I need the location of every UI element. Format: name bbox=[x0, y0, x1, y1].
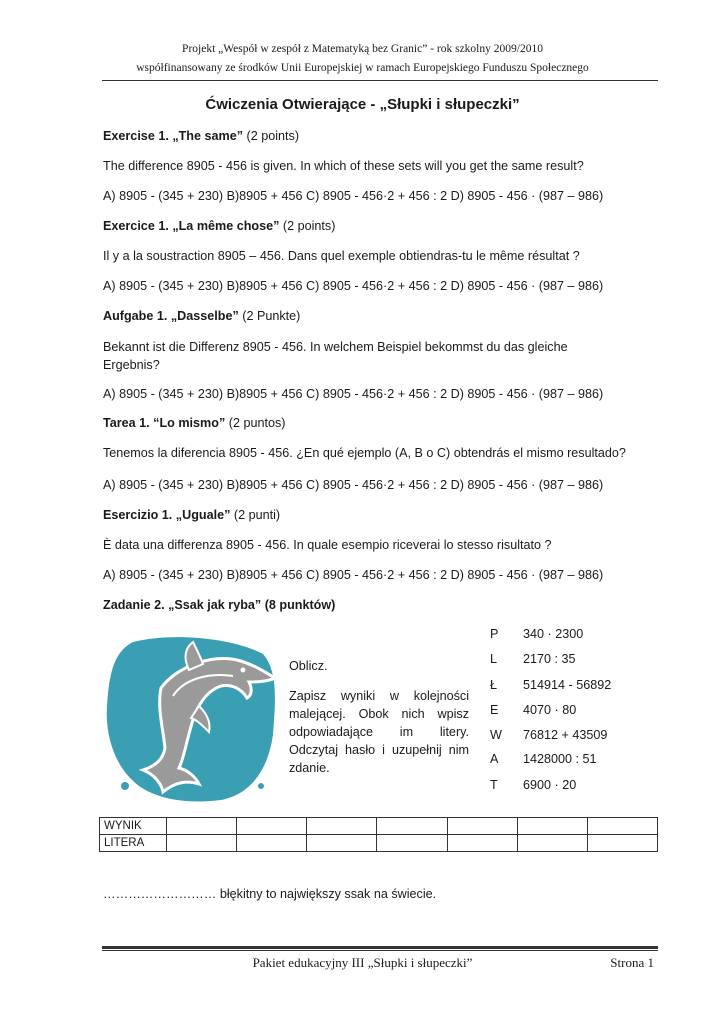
answer-cell[interactable] bbox=[377, 818, 447, 835]
answer-cell[interactable] bbox=[307, 818, 377, 835]
exercise-question-es: Tenemos la diferencia 8905 - 456. ¿En qué ejemplo (A, B o C) obtendrás el mismo resultado? bbox=[103, 446, 626, 460]
row-label: WYNIK bbox=[100, 818, 167, 835]
answer-table bbox=[99, 817, 658, 852]
item-expression: 6900 · 20 bbox=[523, 778, 577, 792]
table-row-litera bbox=[100, 835, 658, 852]
exercise-options-en: A) 8905 - (345 + 230) B)8905 + 456 C) 8905 - 456·2 + 456 : 2 D) 8905 - 456 · (987 – 986) bbox=[103, 189, 604, 203]
page-header bbox=[0, 40, 725, 78]
water-drop bbox=[258, 783, 264, 789]
item-expression: 76812 + 43509 bbox=[523, 728, 608, 742]
item-letter: Ł bbox=[490, 678, 498, 692]
exercise-points: (2 points) bbox=[243, 129, 300, 143]
header-line-1: Projekt „Wespół w zespół z Matematyką bez Granic” - rok szkolny 2009/2010 bbox=[182, 43, 543, 55]
item-letter: E bbox=[490, 703, 499, 717]
exercise-title: Exercise 1. „The same” bbox=[103, 129, 244, 143]
answer-cell[interactable] bbox=[377, 835, 447, 852]
task2-instruction-calc: Oblicz. bbox=[289, 659, 328, 673]
item-letter: T bbox=[490, 778, 498, 792]
item-letter: A bbox=[490, 752, 499, 766]
exercise-question-en: The difference 8905 - 456 is given. In which of these sets will you get the same result? bbox=[103, 159, 584, 173]
exercise-points: (2 Punkte) bbox=[238, 309, 301, 323]
exercise-title: Aufgabe 1. „Dasselbe” bbox=[103, 309, 239, 323]
exercise-title: Tarea 1. “Lo mismo” bbox=[103, 416, 226, 430]
page-title: Ćwiczenia Otwierające - „Słupki i słupeczki” bbox=[205, 96, 520, 113]
exercise-question-de: Bekannt ist die Differenz 8905 - 456. In welchem Beispiel bekommst du das gleiche Ergebnis? bbox=[103, 340, 568, 372]
exercise-heading-en bbox=[103, 127, 659, 145]
answer-cell[interactable] bbox=[517, 818, 587, 835]
exercise-heading-es bbox=[103, 414, 659, 432]
header-line-2: współfinansowany ze środków Unii Europejskiej w ramach Europejskiego Funduszu Społecznego bbox=[136, 62, 589, 74]
answer-cell[interactable] bbox=[167, 835, 237, 852]
answer-cell[interactable] bbox=[587, 818, 657, 835]
answer-cell[interactable] bbox=[587, 835, 657, 852]
fill-in-sentence: ……………………… błękitny to największy ssak na świecie. bbox=[103, 887, 437, 901]
item-letter: W bbox=[490, 728, 502, 742]
water-drop bbox=[121, 782, 129, 790]
answer-cell[interactable] bbox=[167, 818, 237, 835]
page-number: Strona 1 bbox=[610, 955, 654, 970]
dolphin-eye bbox=[241, 668, 246, 673]
exercise-points: (2 points) bbox=[279, 219, 336, 233]
footer-divider-thin bbox=[102, 950, 658, 951]
answer-cell[interactable] bbox=[447, 835, 517, 852]
exercise-title: Esercizio 1. „Uguale” bbox=[103, 508, 231, 522]
task2-instruction-text: Zapisz wyniki w kolejności malejącej. Obok nich wpisz odpowiadające im litery. Odczytaj hasło i uzupełnij nim zdanie. bbox=[289, 689, 469, 775]
dolphin-illustration bbox=[103, 636, 277, 802]
exercise-options-it: A) 8905 - (345 + 230) B)8905 + 456 C) 8905 - 456·2 + 456 : 2 D) 8905 - 456 · (987 – 986) bbox=[103, 568, 604, 582]
exercise-points: (2 punti) bbox=[230, 508, 281, 522]
item-expression: 514914 - 56892 bbox=[523, 678, 612, 692]
header-divider bbox=[102, 80, 658, 81]
exercise-heading-fr bbox=[103, 217, 659, 235]
exercise-question-it: È data una differenza 8905 - 456. In quale esempio riceverai lo stesso risultato ? bbox=[103, 538, 552, 552]
exercise-heading-de bbox=[103, 307, 659, 325]
exercise-options-es: A) 8905 - (345 + 230) B)8905 + 456 C) 8905 - 456·2 + 456 : 2 D) 8905 - 456 · (987 – 986) bbox=[103, 478, 604, 492]
item-expression: 4070 · 80 bbox=[523, 703, 577, 717]
item-expression: 1428000 : 51 bbox=[523, 752, 597, 766]
answer-cell[interactable] bbox=[447, 818, 517, 835]
exercise-title: Exercice 1. „La même chose” bbox=[103, 219, 280, 233]
item-letter: L bbox=[490, 652, 498, 666]
item-expression: 340 · 2300 bbox=[523, 627, 584, 641]
exercise-question-fr: Il y a la soustraction 8905 – 456. Dans quel exemple obtiendras-tu le même résultat ? bbox=[103, 249, 580, 263]
table-row-wynik bbox=[100, 818, 658, 835]
task2-heading: Zadanie 2. „Ssak jak ryba” (8 punktów) bbox=[103, 598, 336, 612]
item-expression: 2170 : 35 bbox=[523, 652, 576, 666]
answer-cell[interactable] bbox=[237, 835, 307, 852]
row-label: LITERA bbox=[100, 835, 167, 852]
exercise-options-de: A) 8905 - (345 + 230) B)8905 + 456 C) 8905 - 456·2 + 456 : 2 D) 8905 - 456 · (987 – 986) bbox=[103, 387, 604, 401]
footer-title: Pakiet edukacyjny III „Słupki i słupeczki” bbox=[252, 955, 473, 970]
exercise-points: (2 puntos) bbox=[225, 416, 286, 430]
exercise-options-fr: A) 8905 - (345 + 230) B)8905 + 456 C) 8905 - 456·2 + 456 : 2 D) 8905 - 456 · (987 – 986) bbox=[103, 279, 604, 293]
item-letter: P bbox=[490, 627, 499, 641]
answer-cell[interactable] bbox=[517, 835, 587, 852]
answer-cell[interactable] bbox=[237, 818, 307, 835]
exercise-heading-it bbox=[103, 506, 659, 524]
footer-divider bbox=[102, 946, 658, 949]
answer-cell[interactable] bbox=[307, 835, 377, 852]
